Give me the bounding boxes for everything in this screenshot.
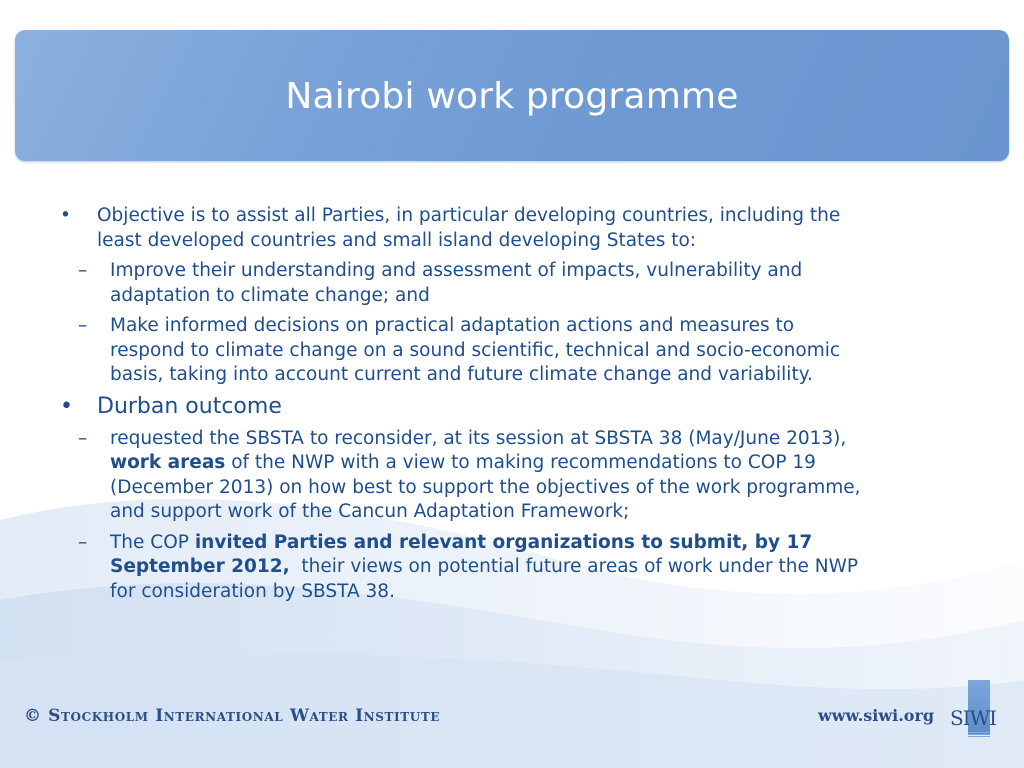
bullet-objective bbox=[60, 204, 870, 388]
slide-body bbox=[60, 204, 870, 604]
sub-bullet-text: of the NWP with a view to making recommendations to COP 19 (December 2013) on how best to support the objectives of the work programme, and support work of the Cancun Adaptation Framework; bbox=[110, 452, 861, 522]
siwi-logo bbox=[950, 680, 997, 738]
slide-title: Nairobi work programme bbox=[285, 76, 739, 117]
bullet-list bbox=[60, 204, 870, 604]
footer-organization: © Stockholm International Water Institute bbox=[24, 706, 441, 726]
sub-bullet bbox=[60, 427, 870, 525]
sub-bullet-bold: invited Parties and relevant organizations to submit, by 17 September 2012, bbox=[110, 531, 813, 577]
sub-bullet-bold: work areas bbox=[110, 452, 226, 473]
sub-bullet-text: their views on potential future areas of work under the NWP for consideration by SBSTA 38. bbox=[110, 556, 864, 602]
objective-sublist bbox=[60, 259, 870, 388]
sub-bullet bbox=[60, 314, 870, 388]
bullet-durban bbox=[60, 392, 870, 605]
sub-bullet-text: Make informed decisions on practical adaptation actions and measures to respond to climate change on a sound scientific, technical and socio-economic basis, taking into account current and future climate change and variability. bbox=[110, 315, 841, 385]
title-banner bbox=[15, 30, 1009, 161]
durban-sublist bbox=[60, 427, 870, 605]
logo-text: SIWI bbox=[950, 706, 997, 730]
bullet-objective-text: Objective is to assist all Parties, in particular developing countries, including the least developed countries and small island developing States to: bbox=[97, 205, 841, 251]
footer-url: www.siwi.org bbox=[818, 706, 935, 725]
sub-bullet bbox=[60, 259, 870, 308]
sub-bullet-text: requested the SBSTA to reconsider, at its session at SBSTA 38 (May/June 2013), bbox=[110, 427, 847, 449]
bullet-durban-text: Durban outcome bbox=[97, 393, 282, 419]
sub-bullet bbox=[60, 531, 870, 605]
logo-stripes bbox=[968, 732, 990, 738]
sub-bullet-text: Improve their understanding and assessment of impacts, vulnerability and adaptation to climate change; and bbox=[110, 260, 803, 306]
sub-bullet-text: The COP bbox=[110, 531, 195, 553]
